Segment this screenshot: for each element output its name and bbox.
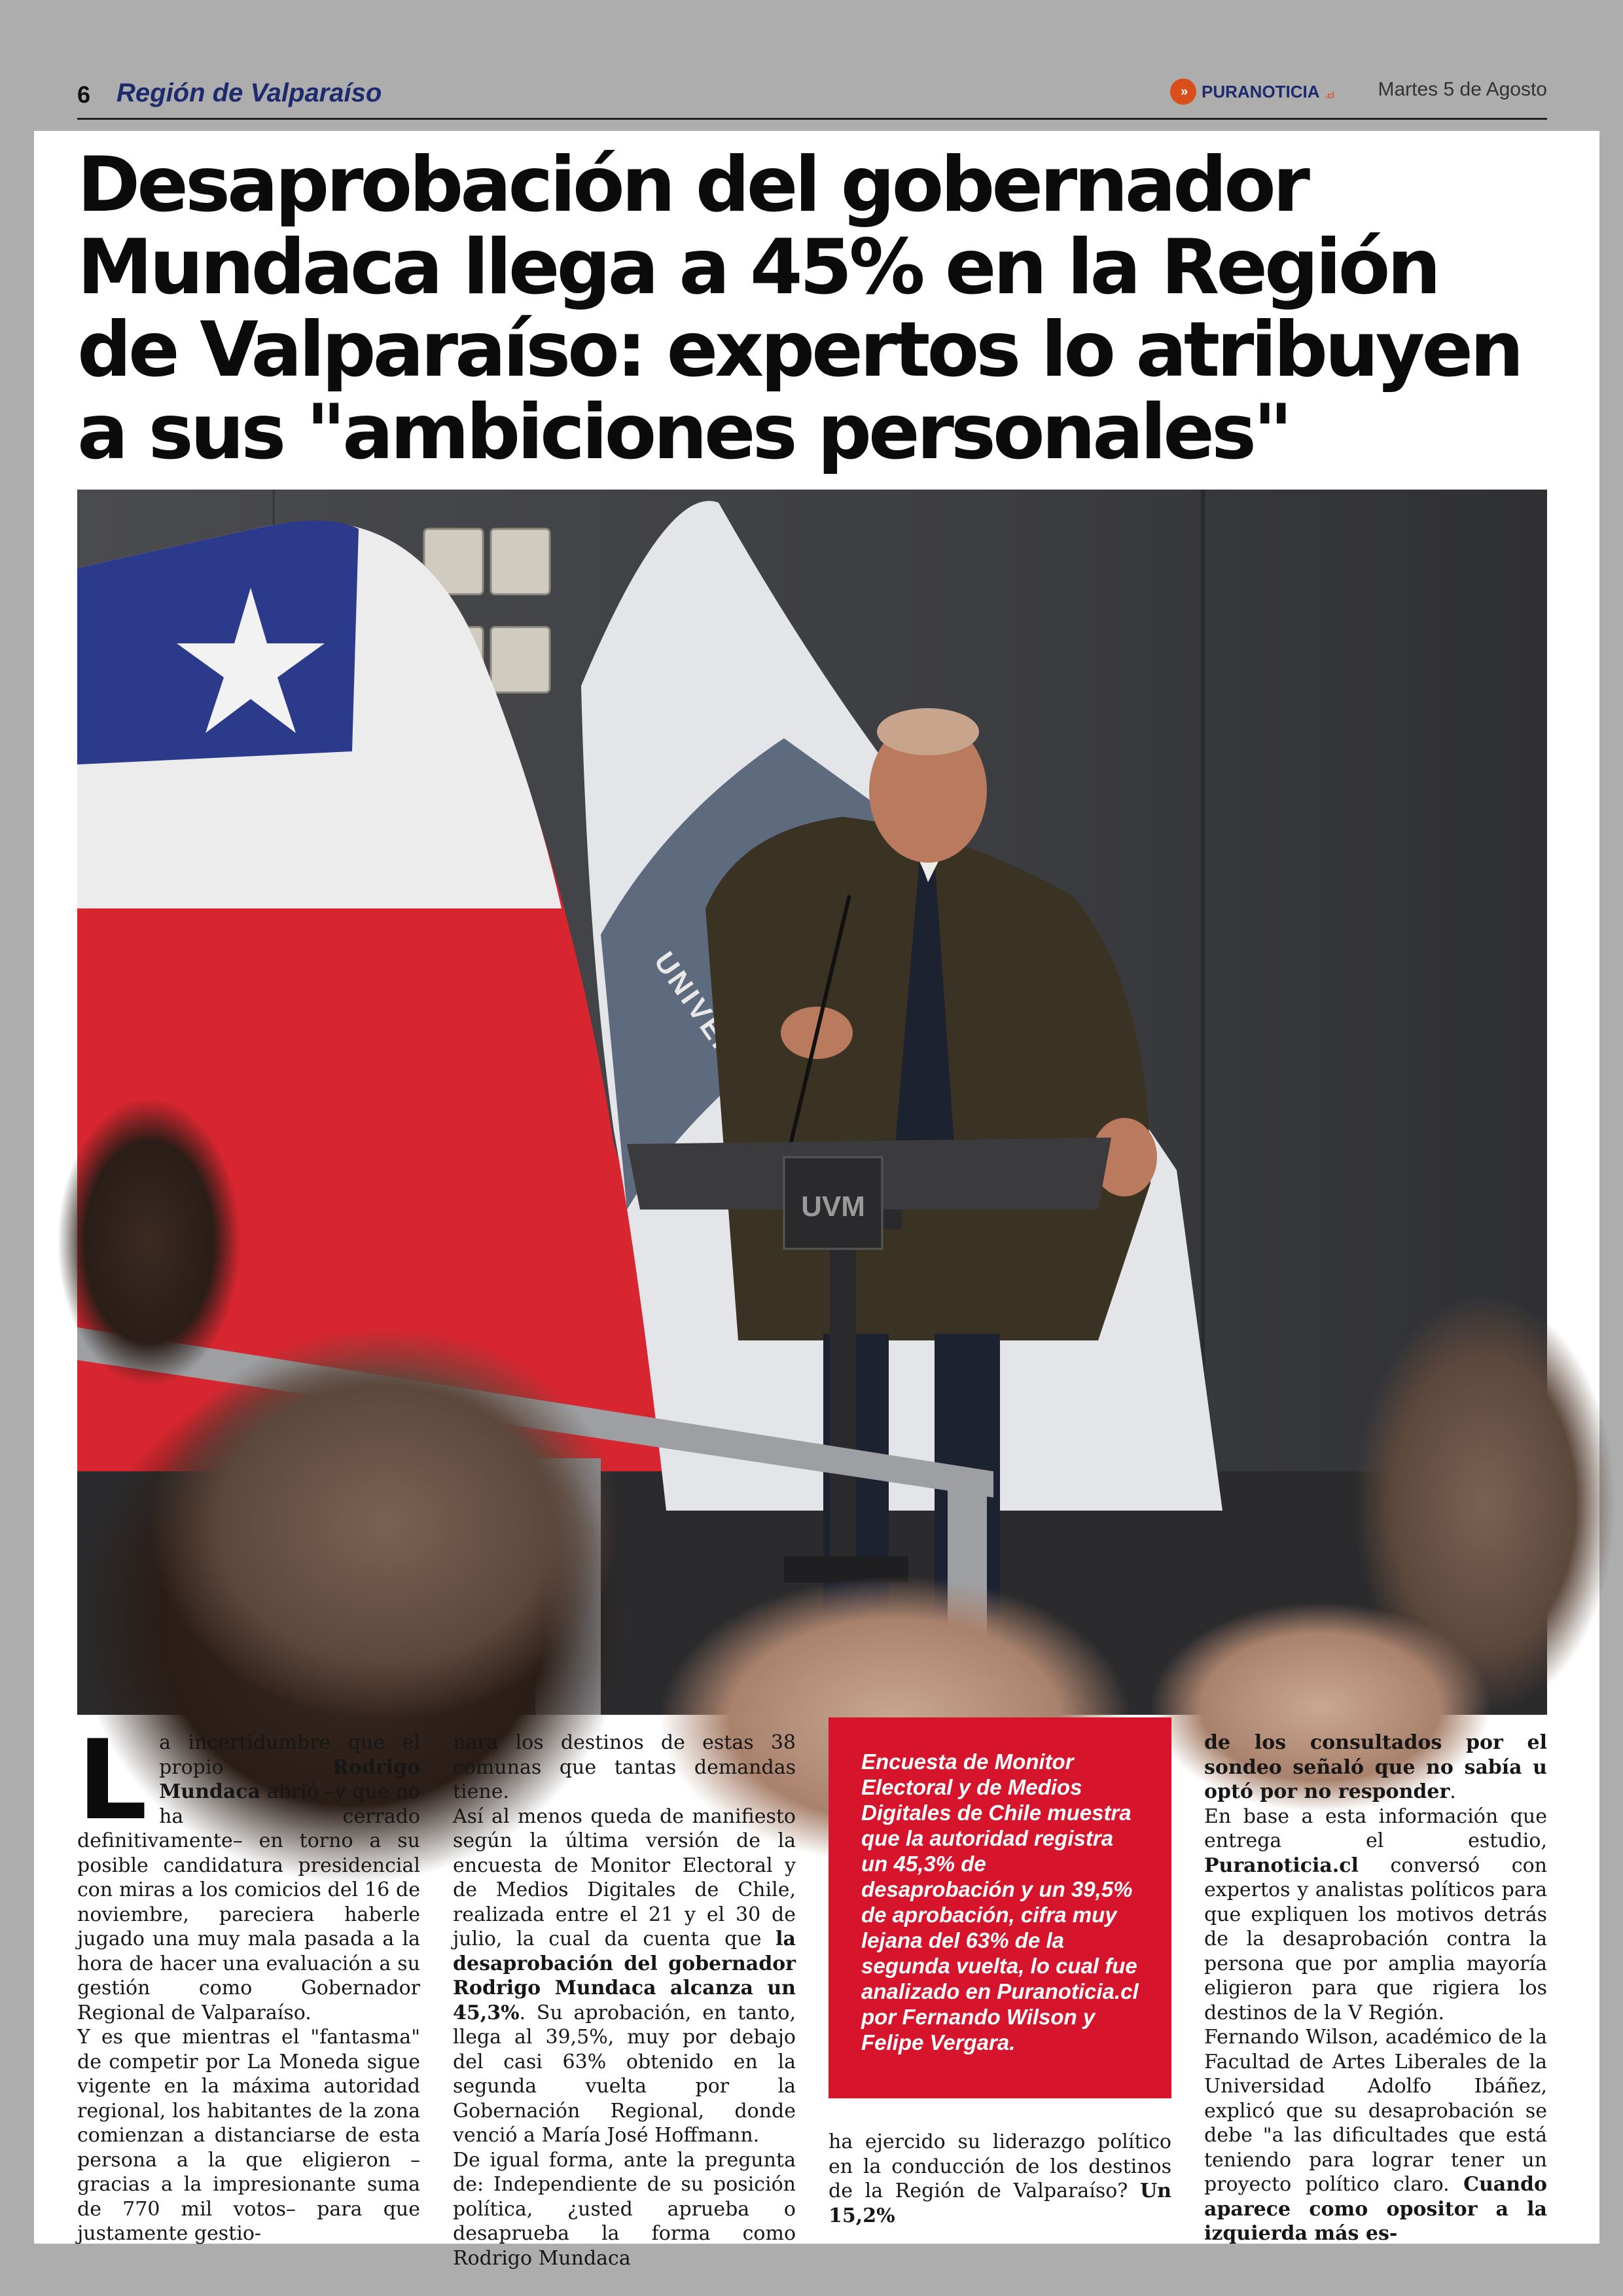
bold-highlight: Un 15,2% [829, 2179, 1171, 2227]
section-title: Región de Valparaíso [116, 79, 382, 107]
paragraph: Fernando Wilson, académico de la Facultad de Artes Liberales de la Universidad Adolfo Ibáñez, explicó que su desaprobación se debe "a las dificultades que está teniendo para lograr tener un proyecto político claro. Cuando aparece como opositor a la izquierda más es- [1204, 2026, 1547, 2245]
bold-brand: Puranoticia.cl [1204, 1854, 1359, 1877]
bold-name: Rodrigo Mundaca [159, 1755, 420, 1803]
paragraph: nara los destinos de estas 38 comunas que tantas demandas tiene. [453, 1731, 796, 1803]
bold-highlight: Cuando aparece como opositor a la izquierda más es- [1204, 2173, 1547, 2245]
bold-highlight: la desaprobación del gobernador Rodrigo Mundaca alcanza un 45,3% [453, 1928, 796, 2024]
drop-cap: L [77, 1716, 148, 1844]
paragraph: Así al menos queda de manifiesto según la última versión de la encuesta de Monitor Electoral y de Medios Digitales de Chile, realizada entre el 21 y el 30 de julio, la cual da cuenta que la desaprobación del gobernador Rodrigo Mundaca alcanza un 45,3%. Su aprobación, en tanto, llega al 39,5%, muy por debajo del casi 63% obtenido en la segunda vuelta por la Gobernación Regional, donde venció a María José Hoffmann. [453, 1804, 796, 2147]
paragraph: de los consultados por el sondeo señaló que no sabía u optó por no responder. [1204, 1731, 1547, 1803]
article-column-2 [453, 1731, 796, 2270]
paragraph: La incertidumbre que el propio Rodrigo Mundaca abrió –y que no ha cerrado definitivamente– en torno a su posible candidatura presidencial con miras a los comicios del 16 de noviembre, pareciera haberle jugado una muy mala pasada a la hora de hacer una evaluación a su gestión como Gobernador Regional de Valparaíso. [77, 1716, 420, 2024]
issue-date: Martes 5 de Agosto [1378, 79, 1547, 100]
article-column-3 [829, 2130, 1171, 2228]
paragraph: ha ejercido su liderazgo político en la conducción de los destinos de la Región de Valparaíso? Un 15,2% [829, 2130, 1171, 2227]
pull-quote-text: Encuesta de Monitor Electoral y de Medios Digitales de Chile muestra que la autoridad registra un 45,3% de desaprobación y un 39,5% de aprobación, cifra muy lejana del 63% de la segunda vuelta, lo cual fue analizado en Puranoticia.cl por Fernando Wilson y Felipe Vergara. [861, 1749, 1139, 2054]
paragraph: Y es que mientras el "fantasma" de competir por La Moneda sigue vigente en la máxima autoridad regional, los habitantes de la zona comienzan a distanciarse de esta persona a la que eligieron –gracias a la impresionante suma de 770 mil votos– para que justamente gestio- [77, 2026, 420, 2245]
article-column-4 [1204, 1731, 1547, 2245]
brand-logo [1170, 79, 1334, 105]
pull-quote-box [829, 1717, 1171, 2098]
podium-label: UVM [801, 1191, 865, 1223]
page-number: 6 [77, 81, 91, 108]
article-headline: Desaprobación del gobernador Mundaca llega a 45% en la Región de Valparaíso: expertos lo atribuyen a sus "ambiciones personales" [77, 141, 1521, 476]
brand-chevrons-icon: » [1170, 79, 1196, 105]
article-photo [77, 490, 1547, 1715]
article-page [34, 131, 1599, 2270]
brand-name: PURANOTICIA [1202, 81, 1320, 101]
paragraph: De igual forma, ante la pregunta de: Independiente de su posición política, ¿usted aprueba o desaprueba la forma como Rodrigo Mundaca [453, 2148, 796, 2270]
article-column-1 [77, 1716, 420, 2245]
running-header [77, 73, 1547, 120]
paragraph: En base a esta información que entrega el estudio, Puranoticia.cl conversó con expertos y analistas políticos para que expliquen los motivos detrás de la desaprobación contra la persona que por amplia mayoría eligieron para que rigiera los destinos de la V Región. [1204, 1804, 1547, 2024]
bold-highlight: de los consultados por el sondeo señaló que no sabía u optó por no responder [1204, 1731, 1547, 1803]
brand-tld: .cl [1325, 90, 1335, 100]
